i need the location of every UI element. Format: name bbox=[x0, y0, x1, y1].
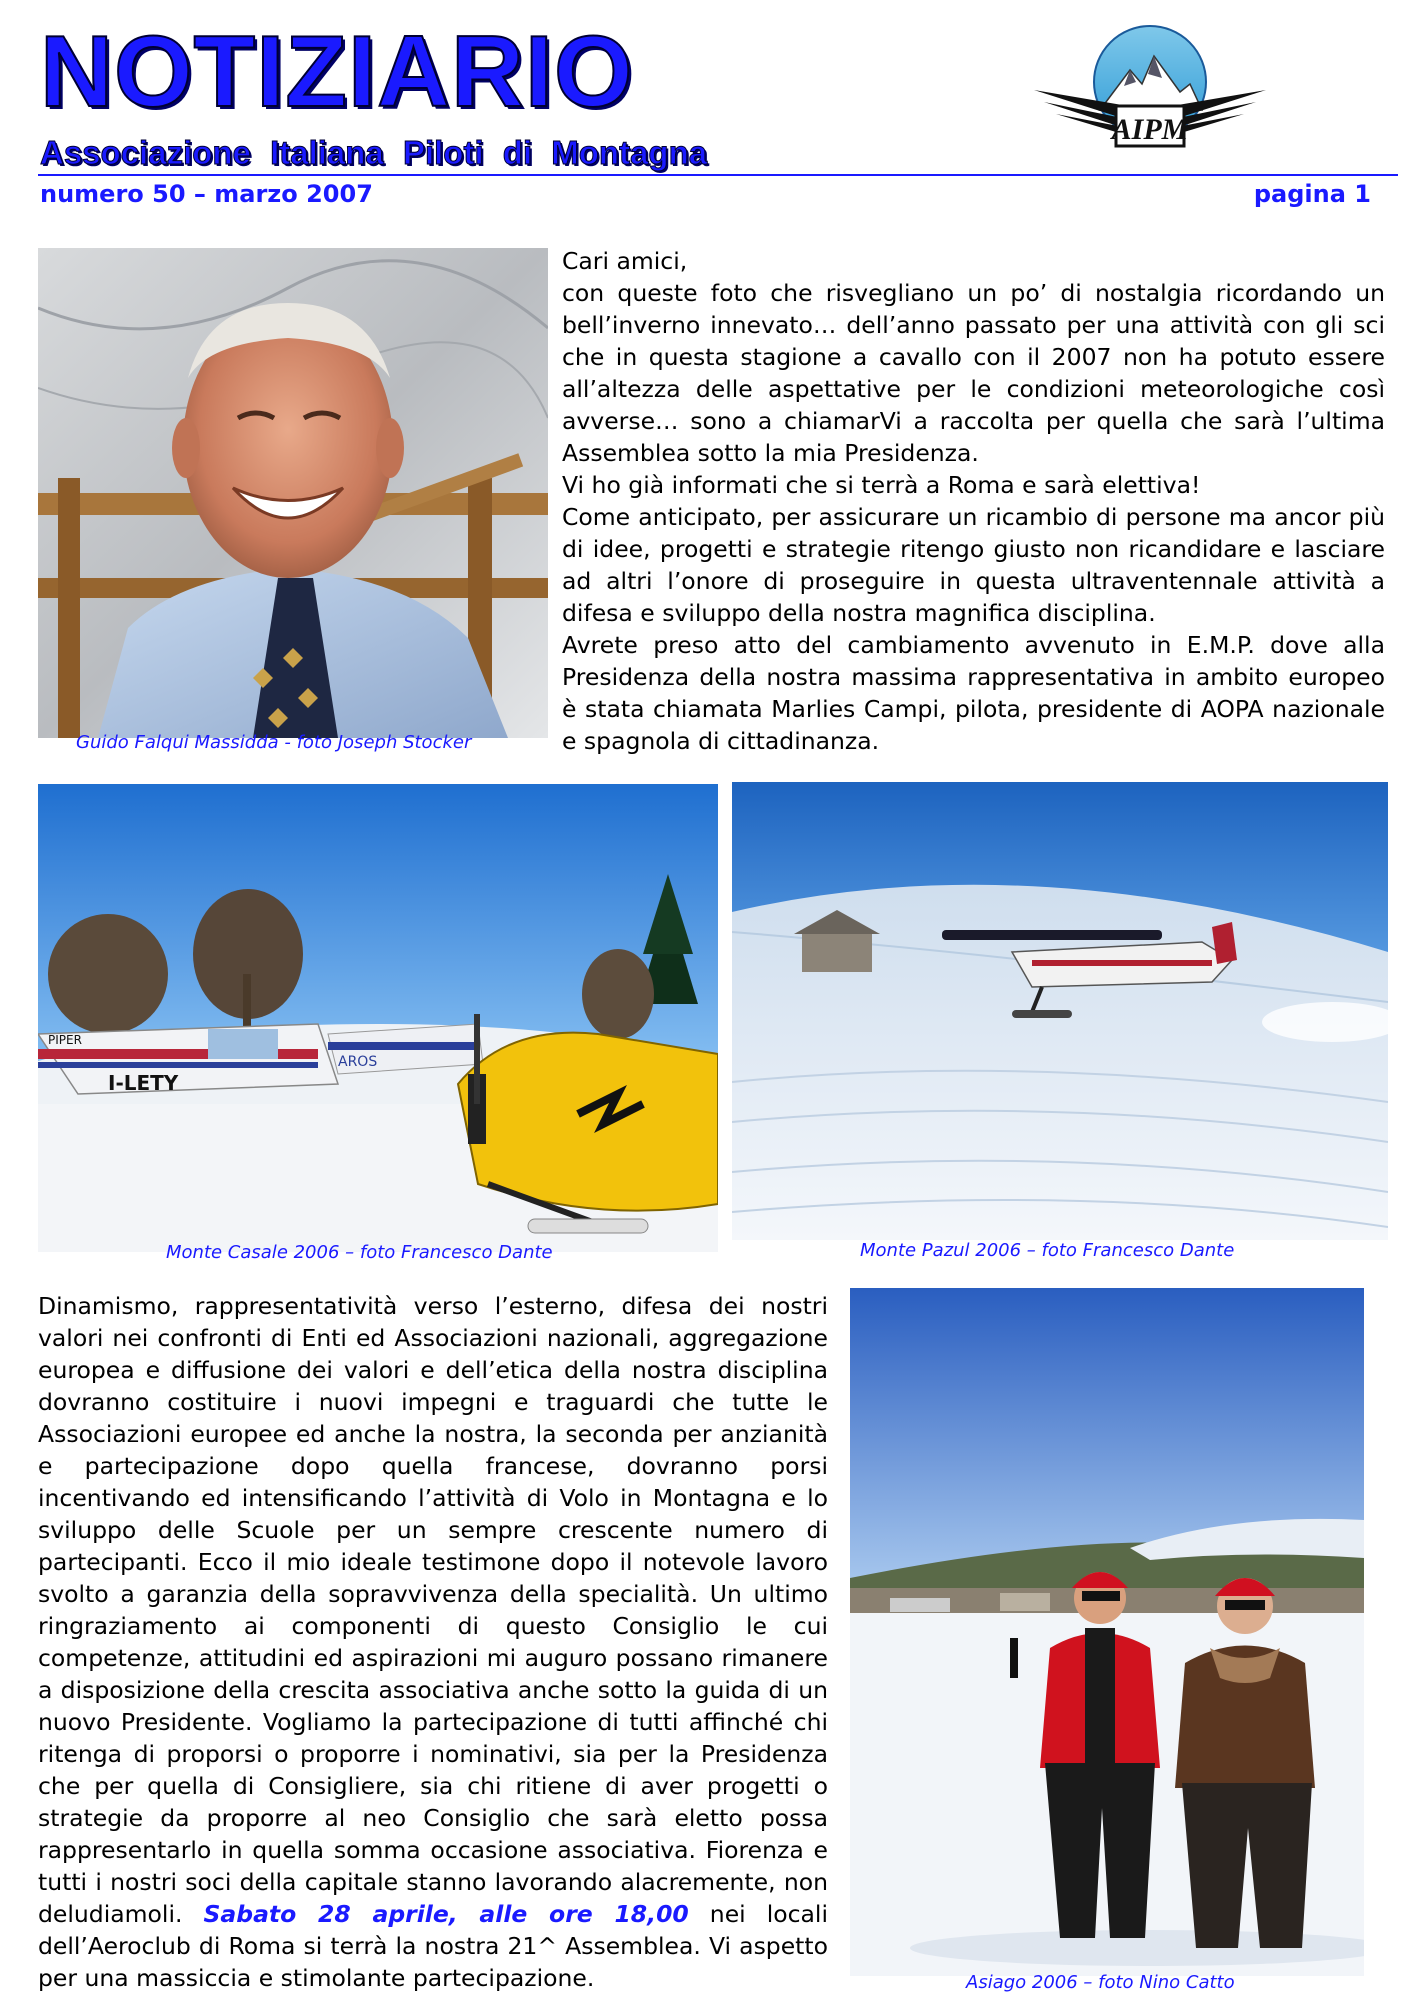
monte-pazul-caption: Monte Pazul 2006 – foto Francesco Dante bbox=[860, 1240, 1235, 1261]
letter-paragraph-3: Come anticipato, per assicurare un ricambio di persone ma ancor più di idee, progetti e strategie ritengo giusto non ricandidare e lasciare ad altri l’onore di proseguire in questa ultraventennale attività a difesa e sviluppo della nostra magnifica disciplina. bbox=[562, 503, 1385, 627]
monte-casale-photo bbox=[38, 784, 718, 1252]
issue-number: numero 50 – marzo 2007 bbox=[40, 180, 373, 208]
letter-paragraph-4: Avrete preso atto del cambiamento avvenuto in E.M.P. dove alla Presidenza della nostra massima rappresentativa in ambito europeo è stata chiamata Marlies Campi, pilota, presidente di AOPA nazionale e spagnola di cittadinanza. bbox=[562, 631, 1385, 755]
asiago-photo bbox=[850, 1288, 1364, 1976]
body-end-text: nei locali dell’Aeroclub di Roma si terrà la nostra 21^ Assemblea. Vi aspetto per una massiccia e stimolante partecipazione. bbox=[38, 1900, 828, 1992]
monte-pazul-photo bbox=[732, 782, 1388, 1240]
letter-text bbox=[562, 245, 1385, 757]
association-name: Associazione Italiana Piloti di Montagna bbox=[40, 134, 708, 171]
newsletter-title: NOTIZIARIO bbox=[40, 16, 634, 128]
body-paragraph bbox=[38, 1290, 828, 1994]
letter-paragraph-2: Vi ho già informati che si terrà a Roma e sarà elettiva! bbox=[562, 471, 1201, 499]
letter-paragraph-1: con queste foto che risvegliano un po’ di nostalgia ricordando un bell’inverno innevato… dell’anno passato per una attività con gli sci che in questa stagione a cavallo con il 2007 non ha potuto essere all’altezza delle aspettative per le condizioni meteorologiche così avverse… sono a chiamarVi a raccolta per quella che sarà l’ultima Assemblea sotto la mia Presidenza. bbox=[562, 279, 1385, 467]
letter-salutation: Cari amici, bbox=[562, 247, 688, 275]
monte-casale-caption: Monte Casale 2006 – foto Francesco Dante bbox=[166, 1242, 553, 1263]
plane-marking-aros: AROS bbox=[338, 1054, 378, 1070]
portrait-photo bbox=[38, 248, 548, 738]
asiago-caption: Asiago 2006 – foto Nino Catto bbox=[966, 1972, 1235, 1993]
plane-marking-piper: PIPER bbox=[48, 1033, 82, 1047]
page-number: pagina 1 bbox=[1253, 180, 1371, 208]
assembly-date-highlight: Sabato 28 aprile, alle ore 18,00 bbox=[203, 1900, 689, 1928]
portrait-caption: Guido Falqui Massidda - foto Joseph Stocker bbox=[76, 732, 472, 753]
main-body-text bbox=[38, 1290, 828, 1994]
logo-lettering: AIPM bbox=[1111, 113, 1189, 146]
aipm-logo bbox=[1030, 22, 1270, 167]
header-rule bbox=[38, 174, 1398, 176]
body-main-text: Dinamismo, rappresentatività verso l’esterno, difesa dei nostri valori nei confronti di Enti ed Associazioni nazionali, aggregazione europea e diffusione dei valori e dell’etica della nostra disciplina dovranno costituire i nuovi impegni e traguardi che tutte le Associazioni europee ed anche la nostra, la seconda per anzianità e partecipazione dopo quella francese, dovranno porsi incentivando ed intensificando l’attività di Volo in Montagna e lo sviluppo delle Scuole per un sempre crescente numero di partecipanti. Ecco il mio ideale testimone dopo il notevole lavoro svolto a garanzia della sopravvivenza della specialità. Un ultimo ringraziamento ai componenti di questo Consiglio le cui competenze, attitudini ed aspirazioni mi auguro possano rimanere a disposizione della crescita associativa anche sotto la guida di un nuovo Presidente. Vogliamo la partecipazione di tutti affinché chi ritenga di proporsi o proporre i nominativi, sia per la Presidenza che per quella di Consigliere, sia chi ritiene di aver progetti o strategie da proporre al neo Consiglio che sarà eletto possa rappresentarlo in quella somma occasione associativa. Fiorenza e tutti i nostri soci della capitale stanno lavorando alacremente, non deludiamoli. bbox=[38, 1292, 828, 1928]
plane-registration: I-LETY bbox=[108, 1071, 179, 1095]
